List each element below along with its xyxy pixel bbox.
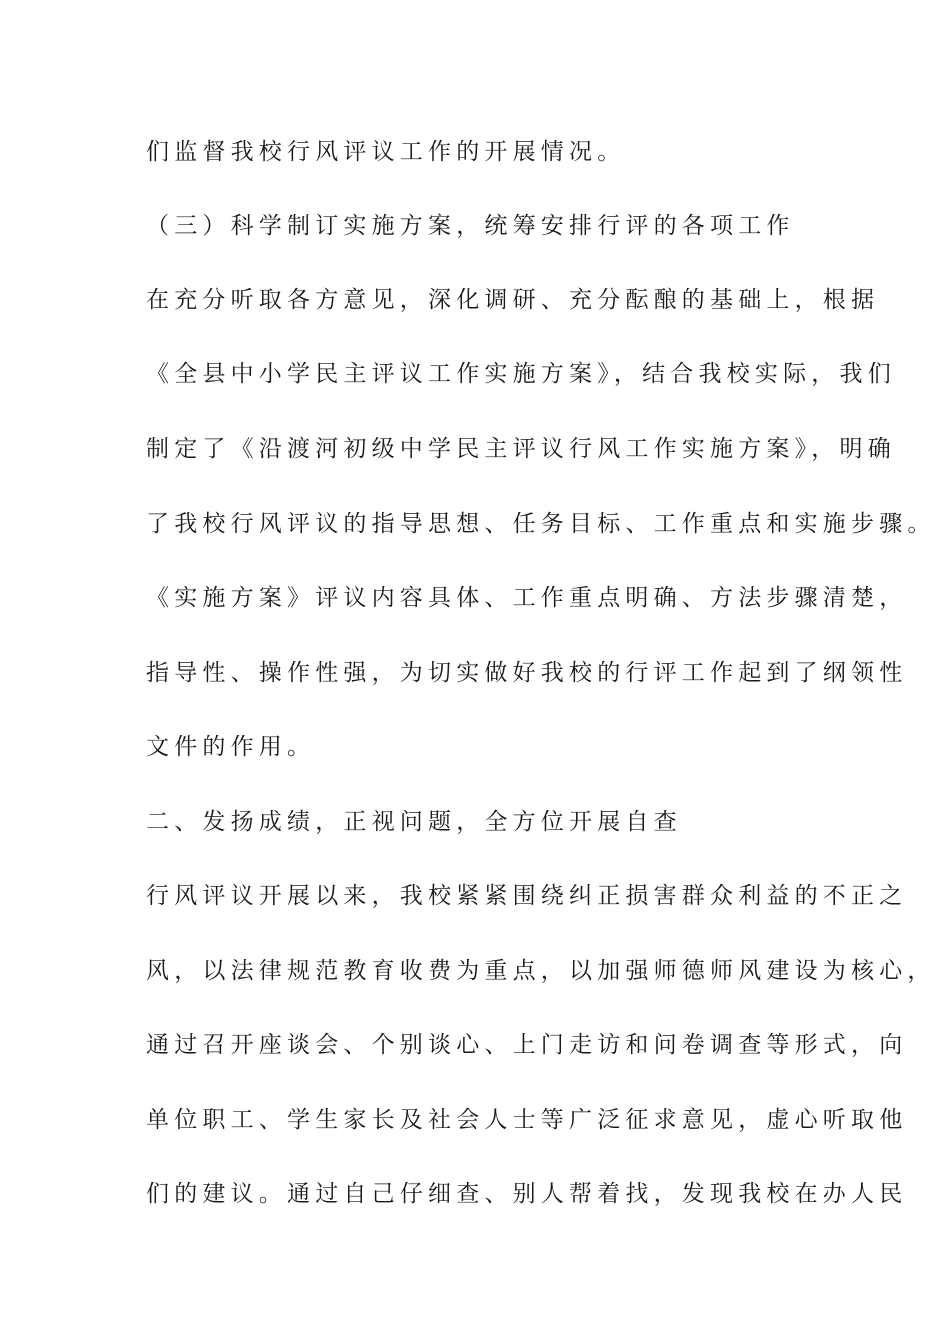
paragraph-line-4: 《全县中小学民主评议工作实施方案》，结合我校实际，我们 (146, 361, 896, 387)
paragraph-line-12: 风，以法律规范教育收费为重点，以加强师德师风建设为核心， (146, 958, 936, 984)
section-heading-3: （三）科学制订实施方案，统筹安排行评的各项工作 (146, 213, 795, 239)
paragraph-line-15: 们的建议。通过自己仔细查、别人帮着找，发现我校在办人民 (146, 1181, 908, 1207)
paragraph-line-1: 们监督我校行风评议工作的开展情况。 (146, 139, 626, 165)
paragraph-line-5: 制定了《沿渡河初级中学民主评议行风工作实施方案》，明确 (146, 436, 896, 462)
paragraph-line-13: 通过召开座谈会、个别谈心、上门走访和问卷调查等形式，向 (146, 1032, 908, 1058)
paragraph-line-6: 了我校行风评议的指导思想、任务目标、工作重点和实施步骤。 (146, 511, 936, 537)
paragraph-line-11: 行风评议开展以来，我校紧紧围绕纠正损害群众利益的不正之 (146, 883, 908, 909)
paragraph-line-9: 文件的作用。 (146, 734, 316, 760)
paragraph-line-14: 单位职工、学生家长及社会人士等广泛征求意见，虚心听取他 (146, 1107, 908, 1133)
section-heading-2: 二、发扬成绩，正视问题，全方位开展自查 (146, 809, 682, 835)
paragraph-line-8: 指导性、操作性强，为切实做好我校的行评工作起到了纲领性 (146, 660, 908, 686)
paragraph-line-7: 《实施方案》评议内容具体、工作重点明确、方法步骤清楚， (146, 585, 908, 611)
paragraph-line-3: 在充分听取各方意见，深化调研、充分酝酿的基础上，根据 (146, 287, 880, 313)
